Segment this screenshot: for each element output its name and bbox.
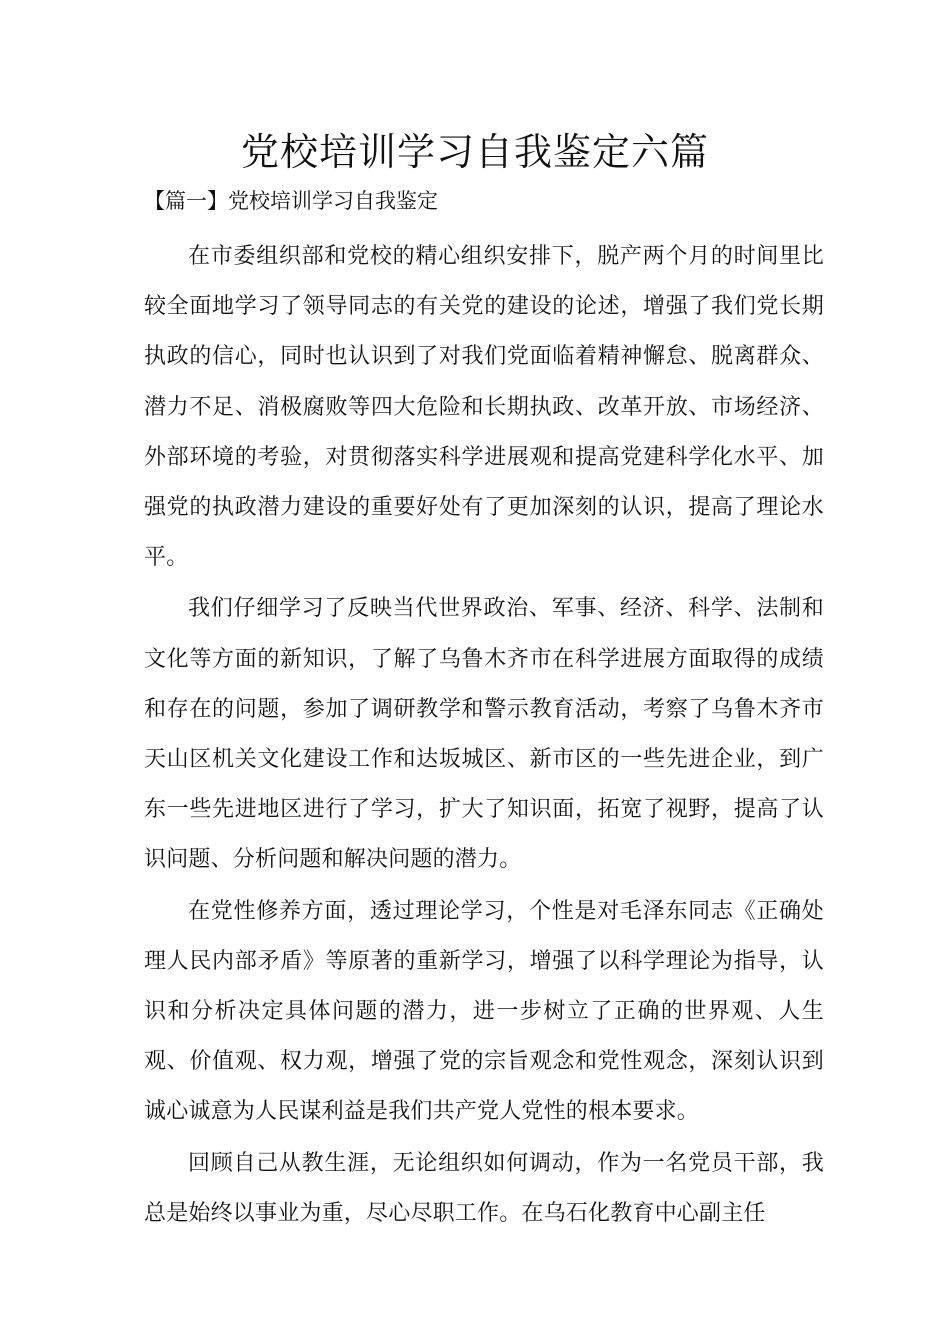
body-paragraph-4: 回顾自己从教生涯，无论组织如何调动，作为一名党员干部，我总是始终以事业为重，尽心尽职工作。在乌石化教育中心副主任	[144, 1150, 824, 1226]
body-paragraph-1: 在市委组织部和党校的精心组织安排下，脱产两个月的时间里比较全面地学习了领导同志的有关党的建设的论述，增强了我们党长期执政的信心，同时也认识到了对我们党面临着精神懈怠、脱离群众、潜力不足、消极腐败等四大危险和长期执政、改革开放、市场经济、外部环境的考验，对贯彻落实科学进展观和提高党建科学化水平、加强党的执政潜力建设的重要好处有了更加深刻的认识，提高了理论水平。	[144, 244, 824, 571]
document-body	[144, 232, 824, 1240]
body-paragraph-3: 在党性修养方面，透过理论学习，个性是对毛泽东同志《正确处理人民内部矛盾》等原著的重新学习，增强了以科学理论为指导，认识和分析决定具体问题的潜力，进一步树立了正确的世界观、人生观、价值观、权力观，增强了党的宗旨观念和党性观念，深刻认识到诚心诚意为人民谋利益是我们共产党人党性的根本要求。	[144, 898, 824, 1125]
section-heading: 【篇一】党校培训学习自我鉴定	[144, 189, 438, 213]
body-paragraph-2: 我们仔细学习了反映当代世界政治、军事、经济、科学、法制和文化等方面的新知识，了解了乌鲁木齐市在科学进展方面取得的成绩和存在的问题，参加了调研教学和警示教育活动，考察了乌鲁木齐市天山区机关文化建设工作和达坂城区、新市区的一些先进企业，到广东一些先进地区进行了学习，扩大了知识面，拓宽了视野，提高了认识问题、分析问题和解决问题的潜力。	[144, 596, 824, 873]
document-title: 党校培训学习自我鉴定六篇	[240, 130, 709, 174]
